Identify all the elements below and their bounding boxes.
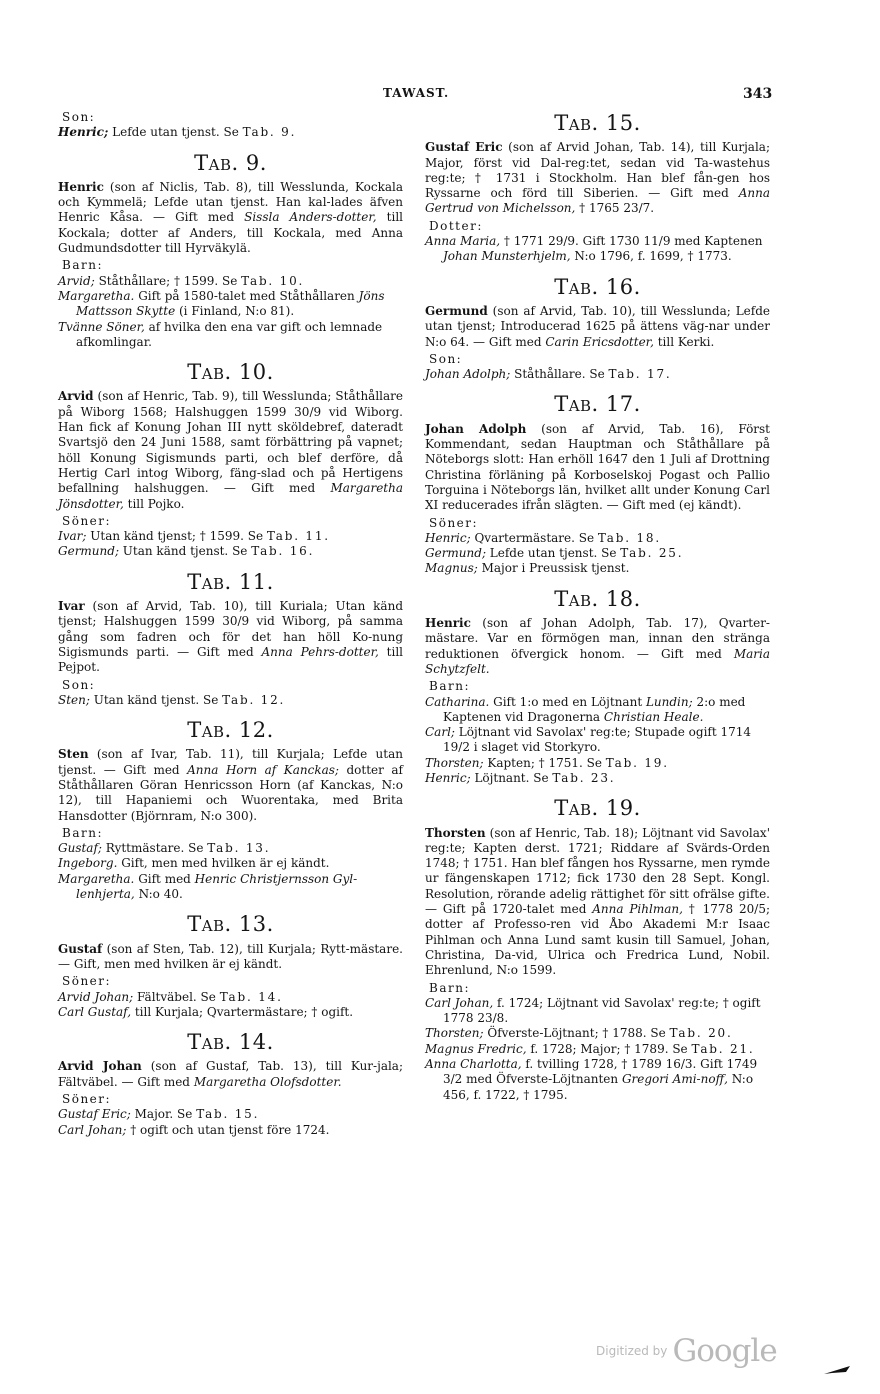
tab-heading: Tab. 19.: [554, 796, 641, 821]
child-entry: Tvänne Söner, af hvilka den ena var gift och lemnade afkomlingar.: [58, 319, 383, 349]
tab10-section: [58, 360, 403, 560]
tab-heading: Tab. 13.: [187, 912, 274, 937]
intro-section: [58, 110, 403, 141]
child-entry: Arvid; Ståthållare; † 1599. Se Tab. 10.: [58, 273, 305, 288]
tab-heading: Tab. 9.: [194, 150, 267, 175]
children-label: Söner:: [62, 513, 112, 528]
children-label: Son:: [62, 677, 96, 692]
child-entry: Ivar; Utan känd tjenst; † 1599. Se Tab. 11.: [58, 529, 330, 544]
genealogy-entry: Johan Adolph (son af Arvid, Tab. 16), Först Kommendant, sedan Hauptman och Ståthållare på Nöteborgs slott: Han erhöll 1647 den 1 Juli af Drottning Christina förläning på Korboselskoj Pogast och Pallio Torguina i Nöteborgs län, hvilket allt under Konung Carl XI reducerades ifrån slägten. — Gift med (ej kändt).: [425, 421, 771, 513]
tab-heading: Tab. 16.: [554, 274, 641, 299]
child-entry: Magnus; Major i Preussisk tjenst.: [425, 561, 630, 576]
children-label: Son:: [429, 351, 463, 366]
printer-mark-icon: [822, 1364, 852, 1378]
tab-reference: Tab. 9.: [242, 125, 297, 140]
tab-heading: Tab. 12.: [187, 718, 274, 743]
digitized-text: Digitized by: [596, 1344, 668, 1358]
google-logo-text: Google: [672, 1333, 777, 1369]
child-entry: Magnus Fredric, f. 1728; Major; † 1789. Se Tab. 21.: [425, 1041, 755, 1056]
child-entry: Anna Charlotta, f. tvilling 1728, † 1789 16/3. Gift 1749 3/2 med Öfverste-Löjtnanten Gregori Ami-noff, N:o 456, f. 1722, † 1795.: [425, 1057, 758, 1102]
child-entry: Anna Maria, † 1771 29/9. Gift 1730 11/9 med Kaptenen Johan Munsterhjelm, N:o 1796, f. 1699, † 1773.: [425, 234, 763, 264]
child-entry: Ingeborg. Gift, men med hvilken är ej kändt.: [58, 856, 330, 871]
children-label: Barn:: [429, 980, 470, 995]
tab17-section: [425, 392, 771, 576]
children-label: Söner:: [62, 1092, 112, 1107]
children-label: Söner:: [62, 974, 112, 989]
tab9-section: [58, 150, 403, 351]
child-entry: Gustaf; Ryttmästare. Se Tab. 13.: [58, 841, 271, 856]
child-entry: Margaretha. Gift med Henric Christjernsson Gyl-lenhjerta, N:o 40.: [58, 871, 358, 902]
tab-heading: Tab. 15.: [554, 111, 641, 135]
tab12-section: [58, 718, 403, 902]
genealogy-entry: Henric (son af Johan Adolph, Tab. 17), Qvarter-mästare. Var en förmögen man, innan den stränga reduktionen öfvergick honom. — Gift med Maria Schytzfelt.: [425, 616, 770, 676]
tab19-section: [425, 796, 771, 1103]
google-watermark: [596, 1333, 777, 1369]
genealogy-entry: Henric (son af Niclis, Tab. 8), till Wesslunda, Kockala och Kymmelä; Lefde utan tjenst. Han kal-lades äfven Henric Kåsa. — Gift med Sissla Anders-dotter, till Kockala; dotter af Anders, till Kockala, med Anna Gudmundsdotter till Hyrväkylä.: [58, 179, 403, 256]
genealogy-entry: Gustaf Eric (son af Arvid Johan, Tab. 14), till Kurjala; Major, först vid Dal-reg:tet, sedan vid Ta-wastehus reg:te; † 1731 i Stockholm. Han blef fån-gen hos Ryssarne och förd till Siberien. — Gift med Anna Gertrud von Michelsson, † 1765 23/7.: [425, 140, 770, 216]
child-entry: Carl; Löjtnant vid Savolax' reg:te; Stupade ogift 1714 19/2 i slaget vid Storkyro.: [425, 725, 752, 755]
tab15-section: [425, 111, 770, 265]
child-entry: Thorsten; Öfverste-Löjtnant; † 1788. Se Tab. 20.: [425, 1026, 733, 1041]
child-entry: Germund; Utan känd tjenst. Se Tab. 16.: [58, 544, 315, 559]
page-number: 343: [743, 86, 773, 102]
child-entry: Henric; Löjtnant. Se Tab. 23.: [425, 770, 616, 785]
right-column: [425, 111, 771, 1103]
tab16-section: [425, 274, 770, 383]
genealogy-entry: Gustaf (son af Sten, Tab. 12), till Kurjala; Rytt-mästare. — Gift, men med hvilken är ej kändt.: [58, 941, 403, 971]
genealogy-entry: Ivar (son af Arvid, Tab. 10), till Kuriala; Utan känd tjenst; Halshuggen 1599 30/9 vid Wiborg, på samma gång som fadren och för det han höll Ko-nung Sigismunds parti. — Gift med Anna Pehrs-dotter, till Pejpot.: [58, 599, 404, 675]
running-title: TAWAST.: [383, 86, 450, 100]
children-label: Son:: [62, 110, 96, 124]
child-entry: Henric; Lefde utan tjenst. Se Tab. 9.: [58, 125, 297, 140]
children-label: Söner:: [429, 515, 479, 530]
child-entry: Johan Adolph; Ståthållare. Se Tab. 17.: [425, 367, 672, 382]
genealogy-entry: Arvid (son af Henric, Tab. 9), till Wesslunda; Ståthållare på Wiborg 1568; Halshuggen 1599 30/9 vid Wiborg. Han fick af Konung Johan III nytt sköldebref, dateradt Svartsjö den 24 Juni 1588, samt förbättring på vapnet; höll Konung Sigismunds parti, och blef derföre, då Hertig Carl intog Wiborg, fäng-slad och på Hertigens befallning halshuggen. — Gift med Margaretha Jönsdotter, till Pojko.: [58, 389, 403, 511]
genealogy-entry: Germund (son af Arvid, Tab. 10), till Wesslunda; Lefde utan tjenst; Introducerad 1625 på ättens väg-nar under N:o 64. — Gift med Carin Ericsdotter, till Kerki.: [425, 303, 770, 349]
child-entry: Arvid Johan; Fältväbel. Se Tab. 14.: [58, 989, 283, 1004]
children-label: Barn:: [62, 258, 103, 273]
child-entry: Gustaf Eric; Major. Se Tab. 15.: [58, 1107, 260, 1122]
child-entry: Carl Johan; † ogift och utan tjenst före 1724.: [58, 1122, 330, 1137]
tab-heading: Tab. 11.: [187, 569, 274, 594]
child-entry: Thorsten; Kapten; † 1751. Se Tab. 19.: [425, 755, 669, 770]
left-column: [58, 108, 403, 1138]
tab-heading: Tab. 14.: [187, 1030, 274, 1055]
tab14-section: [58, 1030, 404, 1138]
genealogy-entry: Thorsten (son af Henric, Tab. 18); Löjtnant vid Savolax' reg:te; Kapten derst. 1721; Riddare af Svärds-Orden 1748; † 1751. Han blef fången hos Ryssarne, men rymde ur fängenskapen 1712; fick 1730 den 28 Sept. Kongl. Resolution, rörande adelig rättighet för sitt ofrälse gifte. — Gift på 1720-talet med Anna Pihlman, † 1778 20/5; dotter af Professo-ren vid Åbo Akademi M:r Isaac Pihlman och Anna Lund samt kusin till Samuel, Johan, Christina, Da-vid, Ulrica och Fredrica Lund, Nobil. Ehrenlund, N:o 1599.: [425, 825, 771, 978]
child-entry: Catharina. Gift 1:o med en Löjtnant Lundin; 2:o med Kaptenen vid Dragonerna Christian Heale.: [425, 694, 746, 724]
child-entry: Germund; Lefde utan tjenst. Se Tab. 25.: [425, 546, 684, 561]
tab-heading: Tab. 17.: [554, 392, 641, 417]
child-entry: Henric; Qvartermästare. Se Tab. 18.: [425, 530, 661, 545]
child-entry: Margaretha. Gift på 1580-talet med Ståthållaren Jöns Mattsson Skytte (i Finland, N:o 81).: [58, 288, 385, 319]
child-entry: Sten; Utan känd tjenst. Se Tab. 12.: [58, 692, 286, 707]
tab-heading: Tab. 10.: [187, 360, 274, 385]
tab13-section: [58, 912, 403, 1020]
children-label: Barn:: [429, 679, 470, 694]
tab-heading: Tab. 18.: [554, 586, 641, 611]
genealogy-entry: Arvid Johan (son af Gustaf, Tab. 13), till Kur-jala; Fältväbel. — Gift med Margaretha Olofsdotter.: [58, 1059, 404, 1089]
genealogy-entry: Sten (son af Ivar, Tab. 11), till Kurjala; Lefde utan tjenst. — Gift med Anna Horn af Kanckas; dotter af Ståthållaren Göran Henricsson Horn (af Kanckas, N:o 12), till Hapaniemi och Wuorentaka, med Brita Hansdotter (Björnram, N:o 300).: [58, 747, 403, 823]
tab18-section: [425, 586, 770, 787]
children-label: Dotter:: [429, 218, 483, 233]
child-entry: Carl Gustaf, till Kurjala; Qvartermästare; † ogift.: [58, 1004, 354, 1019]
child-entry: Carl Johan, f. 1724; Löjtnant vid Savolax' reg:te; † ogift 1778 23/8.: [425, 995, 761, 1026]
tab11-section: [58, 569, 404, 708]
children-label: Barn:: [62, 825, 103, 840]
